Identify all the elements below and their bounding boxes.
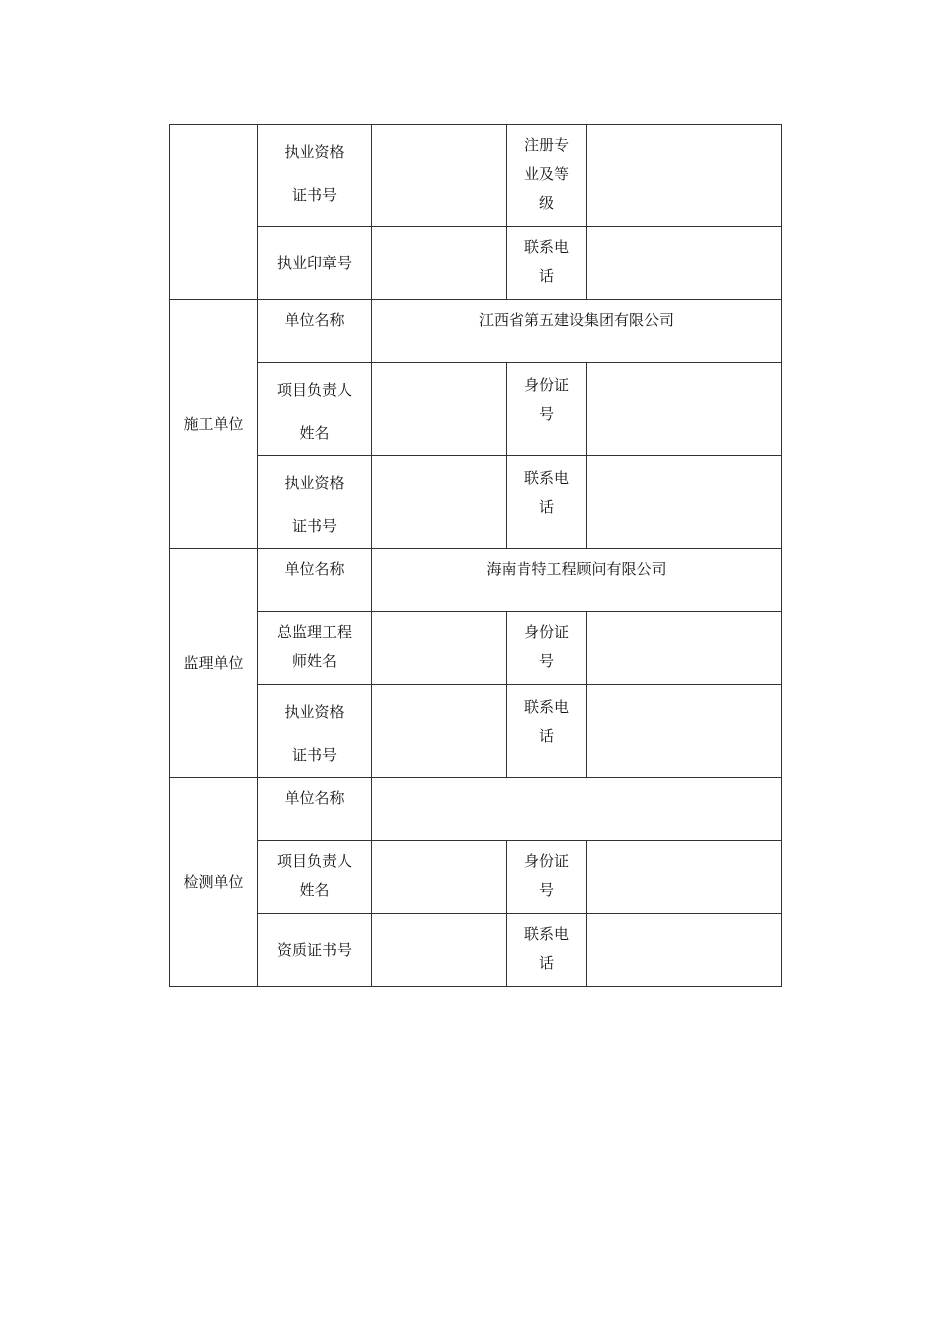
construction-manager-label-line1: 项目负责人 bbox=[276, 381, 352, 399]
construction-unit-label-text: 单位名称 bbox=[284, 311, 345, 329]
supervision-unit-value[interactable] bbox=[372, 549, 782, 612]
design-reg-value[interactable] bbox=[587, 125, 782, 227]
supervision-phone-value[interactable] bbox=[587, 685, 782, 778]
supervision-engineer-value[interactable] bbox=[372, 612, 507, 685]
construction-phone-label-text: 联系电话 bbox=[523, 469, 569, 516]
testing-phone-label-text: 联系电话 bbox=[523, 925, 569, 972]
construction-section-label bbox=[170, 300, 258, 549]
supervision-phone-label-text: 联系电话 bbox=[523, 698, 569, 745]
design-seal-value[interactable] bbox=[372, 227, 507, 300]
testing-phone-value[interactable] bbox=[587, 914, 782, 987]
design-cert-label bbox=[258, 125, 372, 227]
construction-phone-label bbox=[507, 456, 587, 549]
supervision-engineer-label bbox=[258, 612, 372, 685]
supervision-id-label-text: 身份证号 bbox=[523, 623, 569, 670]
construction-phone-value[interactable] bbox=[587, 456, 782, 549]
supervision-cert-label-line2: 证书号 bbox=[291, 746, 337, 764]
supervision-phone-label bbox=[507, 685, 587, 778]
design-reg-label bbox=[507, 125, 587, 227]
design-phone-value[interactable] bbox=[587, 227, 782, 300]
supervision-unit-label bbox=[258, 549, 372, 612]
supervision-cert-label-line1: 执业资格 bbox=[284, 703, 345, 721]
construction-cert-label bbox=[258, 456, 372, 549]
construction-cert-label-line1: 执业资格 bbox=[284, 474, 345, 492]
testing-section-text: 检测单位 bbox=[183, 873, 244, 891]
construction-unit-value-text: 江西省第五建设集团有限公司 bbox=[478, 311, 674, 329]
design-section-label-cell bbox=[170, 125, 258, 300]
construction-unit-value[interactable] bbox=[372, 300, 782, 363]
testing-id-label-text: 身份证号 bbox=[523, 852, 569, 899]
design-seal-label-text: 执业印章号 bbox=[276, 254, 352, 272]
testing-qual-value[interactable] bbox=[372, 914, 507, 987]
testing-unit-label bbox=[258, 778, 372, 841]
design-phone-label bbox=[507, 227, 587, 300]
testing-id-value[interactable] bbox=[587, 841, 782, 914]
testing-unit-value[interactable] bbox=[372, 778, 782, 841]
supervision-unit-value-text: 海南肯特工程顾问有限公司 bbox=[486, 560, 667, 578]
testing-manager-label bbox=[258, 841, 372, 914]
supervision-id-value[interactable] bbox=[587, 612, 782, 685]
supervision-id-label bbox=[507, 612, 587, 685]
construction-id-label bbox=[507, 363, 587, 456]
supervision-cert-label bbox=[258, 685, 372, 778]
design-seal-label bbox=[258, 227, 372, 300]
testing-qual-label bbox=[258, 914, 372, 987]
supervision-engineer-label-text: 总监理工程师姓名 bbox=[276, 623, 352, 670]
construction-cert-label-line2: 证书号 bbox=[291, 517, 337, 535]
construction-section-text: 施工单位 bbox=[183, 415, 244, 433]
construction-unit-label bbox=[258, 300, 372, 363]
testing-qual-label-text: 资质证书号 bbox=[276, 941, 352, 959]
design-reg-label-text: 注册专业及等级 bbox=[523, 136, 569, 212]
testing-unit-label-text: 单位名称 bbox=[284, 789, 345, 807]
design-cert-label-line2: 证书号 bbox=[291, 186, 337, 204]
supervision-section-text: 监理单位 bbox=[183, 654, 244, 672]
design-phone-label-text: 联系电话 bbox=[523, 238, 569, 285]
testing-section-label bbox=[170, 778, 258, 987]
testing-manager-label-text: 项目负责人姓名 bbox=[276, 852, 352, 899]
construction-manager-label bbox=[258, 363, 372, 456]
construction-manager-label-line2: 姓名 bbox=[299, 424, 330, 442]
project-info-table bbox=[169, 124, 782, 987]
construction-cert-value[interactable] bbox=[372, 456, 507, 549]
design-cert-value[interactable] bbox=[372, 125, 507, 227]
construction-id-label-text: 身份证号 bbox=[523, 376, 569, 423]
supervision-unit-label-text: 单位名称 bbox=[284, 560, 345, 578]
construction-id-value[interactable] bbox=[587, 363, 782, 456]
design-cert-label-line1: 执业资格 bbox=[284, 143, 345, 161]
testing-id-label bbox=[507, 841, 587, 914]
supervision-section-label bbox=[170, 549, 258, 778]
supervision-cert-value[interactable] bbox=[372, 685, 507, 778]
testing-manager-value[interactable] bbox=[372, 841, 507, 914]
construction-manager-value[interactable] bbox=[372, 363, 507, 456]
testing-phone-label bbox=[507, 914, 587, 987]
